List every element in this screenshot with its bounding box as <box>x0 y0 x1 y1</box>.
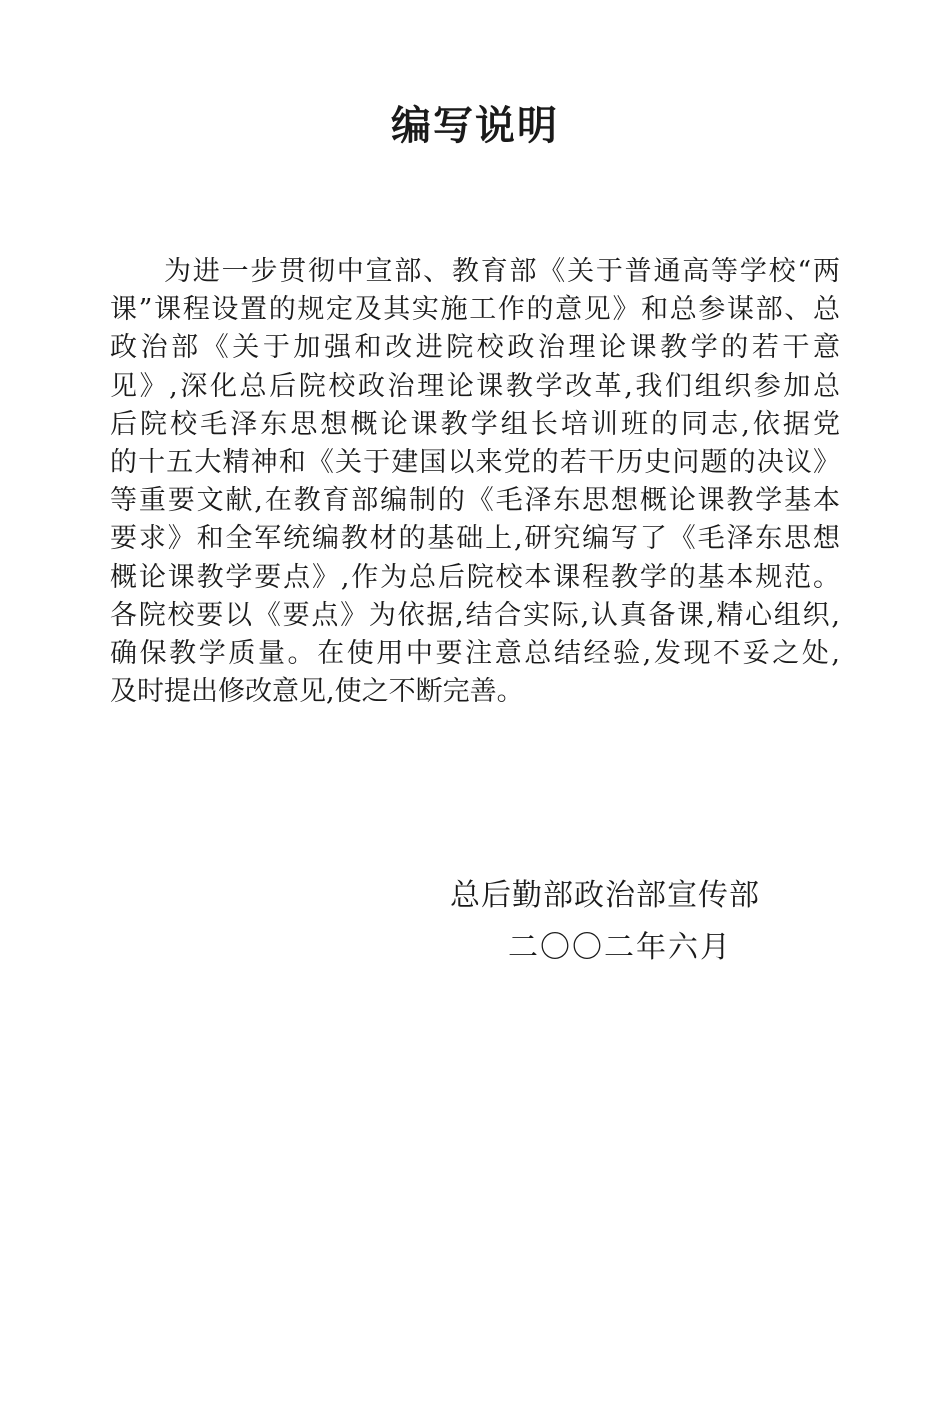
body-line: 的十五大精神和《关于建国以来党的若干历史问题的决议》 <box>110 446 840 478</box>
page-title: 编写说明 <box>391 103 559 149</box>
body-line: 确保教学质量。在使用中要注意总结经验,发现不妥之处, <box>110 637 840 669</box>
body-line: 概论课教学要点》,作为总后院校本课程教学的基本规范。 <box>110 561 840 593</box>
body-paragraph <box>110 253 840 711</box>
body-line: 各院校要以《要点》为依据,结合实际,认真备课,精心组织, <box>110 599 840 631</box>
body-line: 要求》和全军统编教材的基础上,研究编写了《毛泽东思想 <box>110 523 840 555</box>
body-line: 见》,深化总后院校政治理论课教学改革,我们组织参加总 <box>110 370 840 402</box>
body-line: 政治部《关于加强和改进院校政治理论课教学的若干意 <box>110 332 840 364</box>
signature-date: 二〇〇二年六月 <box>508 930 732 965</box>
body-line: 课”课程设置的规定及其实施工作的意见》和总参谋部、总 <box>110 294 840 326</box>
body-line: 等重要文献,在教育部编制的《毛泽东思想概论课教学基本 <box>110 485 840 517</box>
body-line: 及时提出修改意见,使之不断完善。 <box>110 676 524 708</box>
signature-organization: 总后勤部政治部宣传部 <box>450 878 760 913</box>
body-line: 后院校毛泽东思想概论课教学组长培训班的同志,依据党 <box>110 408 840 440</box>
body-line: 为进一步贯彻中宣部、教育部《关于普通高等学校“两 <box>164 256 840 287</box>
